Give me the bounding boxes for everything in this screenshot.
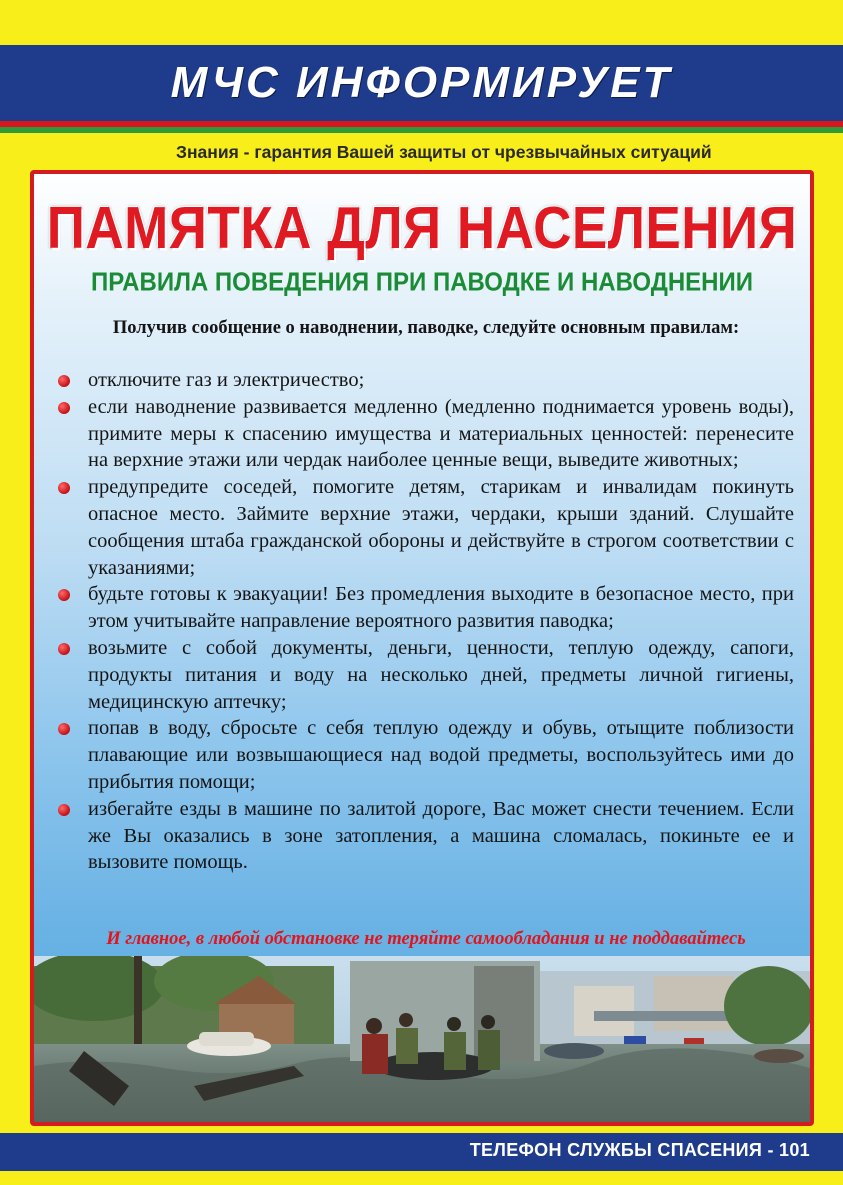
bullet-icon [58, 804, 70, 816]
poster-title: ПАМЯТКА ДЛЯ НАСЕЛЕНИЯ [46, 195, 798, 262]
memo-panel [30, 170, 814, 1126]
flood-photo-illustration [34, 956, 810, 1122]
rule-item [54, 474, 794, 581]
rule-text: будьте готовы к эвакуации! Без промедления выходите в безопасное место, при этом учитывайте направление вероятного развития паводка; [88, 583, 794, 633]
header-title: МЧС ИНФОРМИРУЕТ [170, 58, 673, 107]
rule-item [54, 635, 794, 715]
bullet-icon [58, 402, 70, 414]
closing-note: И главное, в любой обстановке не теряйте самообладания и не поддавайтесь [106, 929, 746, 949]
rescue-phone: ТЕЛЕФОН СЛУЖБЫ СПАСЕНИЯ - 101 [469, 1140, 810, 1160]
rule-item [54, 796, 794, 876]
flood-photo [34, 956, 810, 1122]
bullet-icon [58, 589, 70, 601]
poster-subtitle: ПРАВИЛА ПОВЕДЕНИЯ ПРИ ПАВОДКЕ И НАВОДНЕНИИ [91, 267, 753, 298]
rules-list [54, 367, 794, 876]
bullet-icon [58, 723, 70, 735]
bullet-icon [58, 643, 70, 655]
rule-text: если наводнение развивается медленно (медленно поднимается уровень воды), примите меры к спасению имущества и материальных ценностей: перенесите на верхние этажи или чердак наиболее ценные вещи, выведите животных; [88, 395, 794, 472]
poster-intro: Получив сообщение о наводнении, паводке, следуйте основным правилам: [112, 318, 740, 338]
rule-item [54, 394, 794, 474]
bullet-icon [58, 482, 70, 494]
rule-text: избегайте езды в машине по залитой дороге, Вас может снести течением. Если же Вы оказались в зоне затопления, а машина сломалась, покиньте ее и вызовите помощь. [88, 797, 794, 874]
rule-text: предупредите соседей, помогите детям, старикам и инвалидам покинуть опасное место. Займите верхние этажи, чердаки, крыши зданий. Слушайте сообщения штаба гражданской обороны и действуйте в строгом соответствии с указаниями; [88, 476, 794, 579]
header-tagline: Знания - гарантия Вашей защиты от чрезвычайных ситуаций [176, 142, 712, 162]
rule-item [54, 581, 794, 635]
rule-text: возьмите с собой документы, деньги, ценности, теплую одежду, сапоги, продукты питания и воду на несколько дней, предметы личной гигиены, медицинскую аптечку; [88, 636, 794, 713]
rule-text: отключите газ и электричество; [88, 369, 365, 391]
rule-item [54, 367, 794, 394]
rule-text: попав в воду, сбросьте с себя теплую одежду и обувь, отыщите поблизости плавающие или возвышающиеся над водой предметы, воспользуйтесь ими до прибытия помощи; [88, 717, 794, 793]
bullet-icon [58, 375, 70, 387]
rule-item [54, 715, 794, 795]
header-stripe-green [0, 127, 843, 133]
